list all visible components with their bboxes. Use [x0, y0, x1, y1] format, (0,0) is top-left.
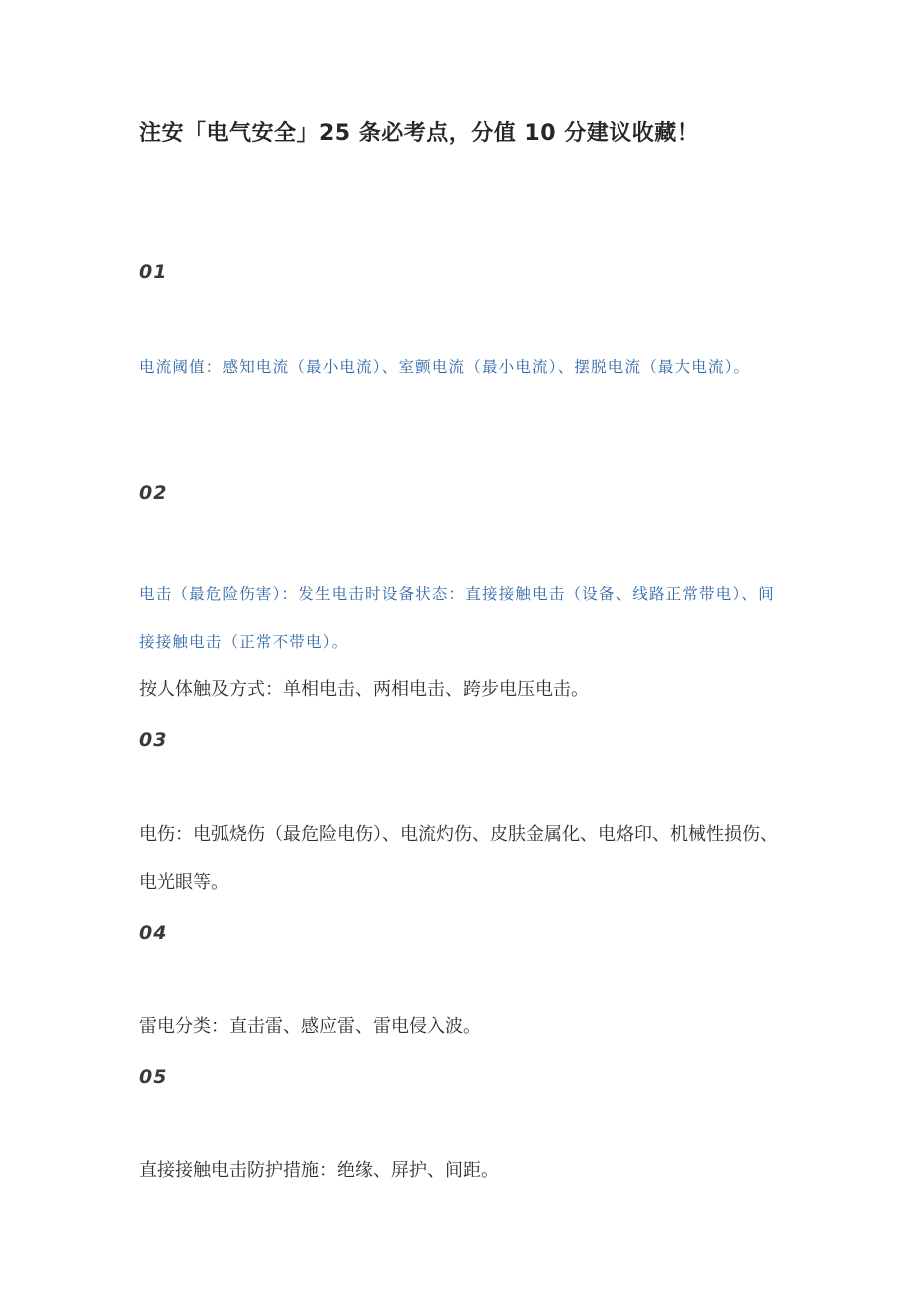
- item-05-body-text: 直接接触电击防护措施：绝缘、屏护、间距。: [139, 1160, 499, 1181]
- item-number-01: 01: [139, 261, 168, 283]
- item-number-04: 04: [139, 922, 168, 944]
- item-number-03: 03: [139, 729, 168, 751]
- item-number-02: 02: [139, 482, 168, 504]
- item-03-body-text: 电伤：电弧烧伤（最危险电伤）、电流灼伤、皮肤金属化、电烙印、机械性损伤、电光眼等。: [139, 824, 778, 893]
- item-01-highlight-text: 电流阈值：感知电流（最小电流）、室颤电流（最小电流）、摆脱电流（最大电流）。: [139, 358, 751, 376]
- item-04-body-text: 雷电分类：直击雷、感应雷、雷电侵入波。: [139, 1016, 481, 1037]
- item-02-body-text: 按人体触及方式：单相电击、两相电击、跨步电压电击。: [139, 679, 589, 700]
- article-title: 注安「电气安全」25 条必考点，分值 10 分建议收藏！: [139, 121, 700, 146]
- item-number-05: 05: [139, 1066, 168, 1088]
- item-02-highlight-text: 电击（最危险伤害）：发生电击时设备状态：直接接触电击（设备、线路正常带电）、间接接触电击（正常不带电）。: [139, 585, 775, 651]
